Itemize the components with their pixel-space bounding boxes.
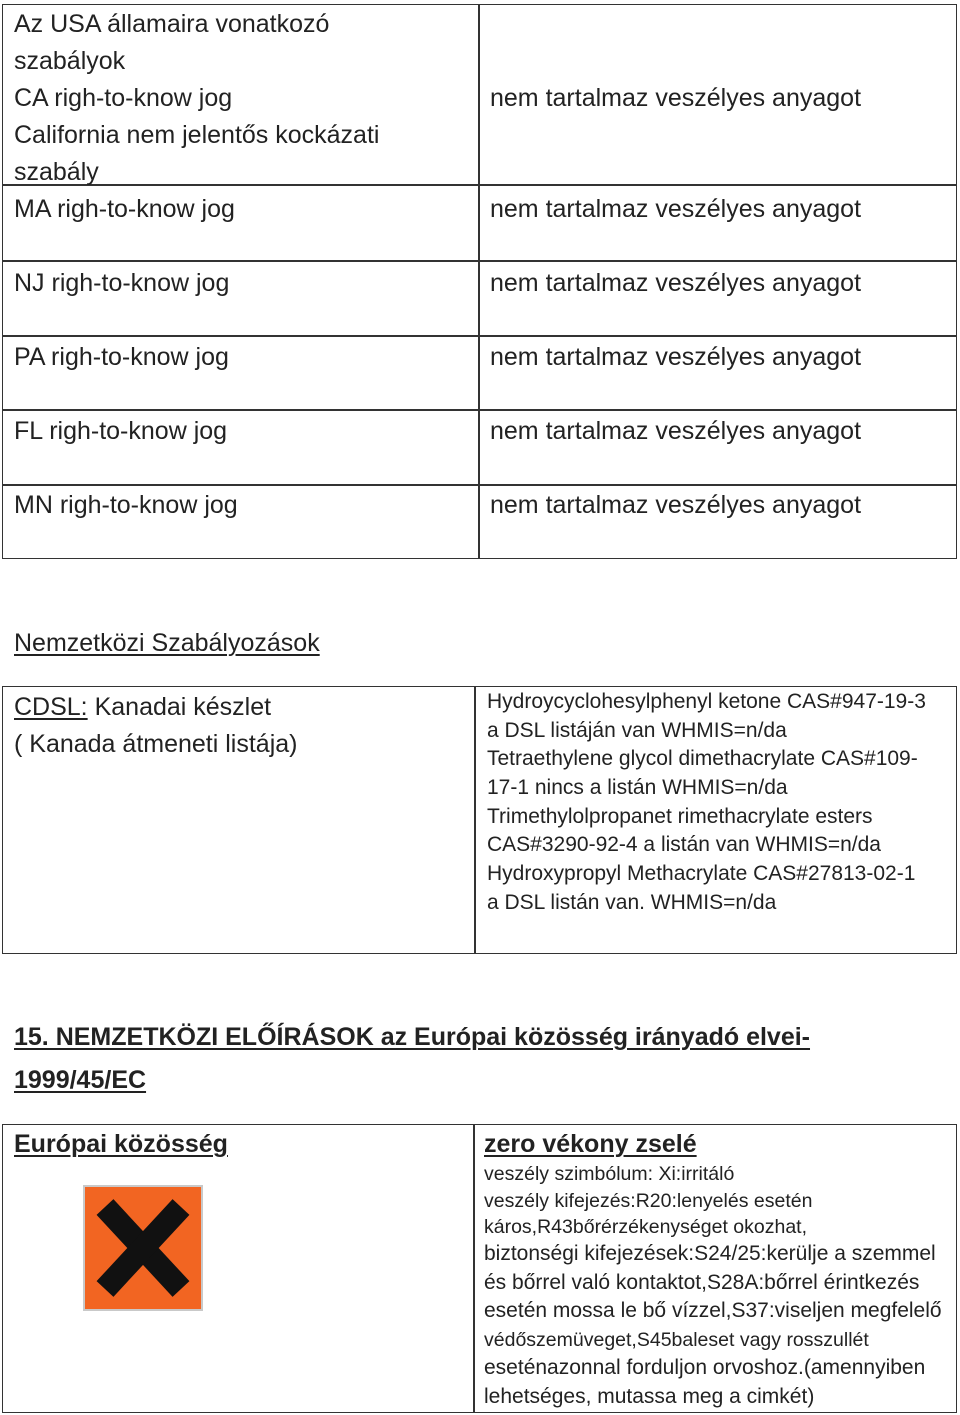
hazard-text-line: káros,R43bőrérzékenységet okozhat, bbox=[484, 1216, 808, 1238]
hazard-text-line: lehetséges, mutassa meg a cimkét) bbox=[484, 1385, 815, 1408]
hazard-text-line: esetén mossa le bő vízzel,S37:viseljen megfelelő bbox=[484, 1299, 942, 1322]
row-value: nem tartalmaz veszélyes anyagot bbox=[490, 343, 862, 371]
section-15-heading: 15. NEMZETKÖZI ELŐÍRÁSOK az Európai közösség irányadó elvei- bbox=[14, 1023, 811, 1051]
row-value: nem tartalmaz veszélyes anyagot bbox=[490, 491, 862, 519]
row-label: FL righ-to-know jog bbox=[14, 417, 228, 445]
table-cell bbox=[2, 1124, 475, 1413]
xi-irritant-cross-icon bbox=[83, 1185, 203, 1311]
substance-line: Tetraethylene glycol dimethacrylate CAS#109- bbox=[487, 747, 918, 770]
cdsl-label bbox=[14, 689, 271, 726]
hazard-text-line: és bőrrel való kontaktot,S28A:bőrrel érintkezés bbox=[484, 1271, 920, 1294]
row-label: PA righ-to-know jog bbox=[14, 343, 229, 371]
row-label: California nem jelentős kockázati bbox=[14, 121, 380, 149]
row-label: CA righ-to-know jog bbox=[14, 84, 233, 112]
eu-title: Európai közösség bbox=[14, 1130, 228, 1158]
row-label: NJ righ-to-know jog bbox=[14, 269, 230, 297]
substance-line: a DSL listán van. WHMIS=n/da bbox=[487, 891, 777, 914]
row-value: nem tartalmaz veszélyes anyagot bbox=[490, 84, 862, 112]
substance-line: Trimethylolpropanet rimethacrylate esters bbox=[487, 805, 873, 828]
hazard-symbol-graphic bbox=[83, 1185, 203, 1311]
cdsl-abbrev: CDSL: bbox=[14, 693, 88, 721]
section-heading: Nemzetközi Szabályozások bbox=[14, 629, 320, 657]
row-value: nem tartalmaz veszélyes anyagot bbox=[490, 195, 862, 223]
row-label: szabály bbox=[14, 158, 99, 186]
row-label: MA righ-to-know jog bbox=[14, 195, 235, 223]
cdsl-name: Kanadai készlet bbox=[87, 693, 272, 721]
section-15-heading-cont: 1999/45/EC bbox=[14, 1066, 147, 1094]
substance-line: 17-1 nincs a listán WHMIS=n/da bbox=[487, 776, 788, 799]
cdsl-subtitle: ( Kanada átmeneti listája) bbox=[14, 730, 298, 758]
hazard-text-line: biztonségi kifejezések:S24/25:kerülje a szemmel bbox=[484, 1242, 936, 1265]
hazard-text-line: védőszemüveget,S45baleset vagy rosszullét bbox=[484, 1329, 869, 1351]
substance-line: Hydroycyclohesylphenyl ketone CAS#947-19-3 bbox=[487, 690, 926, 713]
table-heading-line: Az USA államaira vonatkozó bbox=[14, 10, 330, 38]
row-value: nem tartalmaz veszélyes anyagot bbox=[490, 269, 862, 297]
row-value: nem tartalmaz veszélyes anyagot bbox=[490, 417, 862, 445]
hazard-text-line: veszély szimbólum: Xi:irritáló bbox=[484, 1163, 735, 1185]
substance-line: Hydroxypropyl Methacrylate CAS#27813-02-1 bbox=[487, 862, 916, 885]
table-heading-line: szabályok bbox=[14, 47, 126, 75]
hazard-text-line: eseténazonnal forduljon orvoshoz.(amennyiben bbox=[484, 1356, 926, 1379]
row-label: MN righ-to-know jog bbox=[14, 491, 238, 519]
substance-line: CAS#3290-92-4 a listán van WHMIS=n/da bbox=[487, 833, 881, 856]
product-name: zero vékony zselé bbox=[484, 1130, 697, 1158]
substance-line: a DSL listáján van WHMIS=n/da bbox=[487, 719, 787, 742]
hazard-text-line: veszély kifejezés:R20:lenyelés esetén bbox=[484, 1190, 813, 1212]
